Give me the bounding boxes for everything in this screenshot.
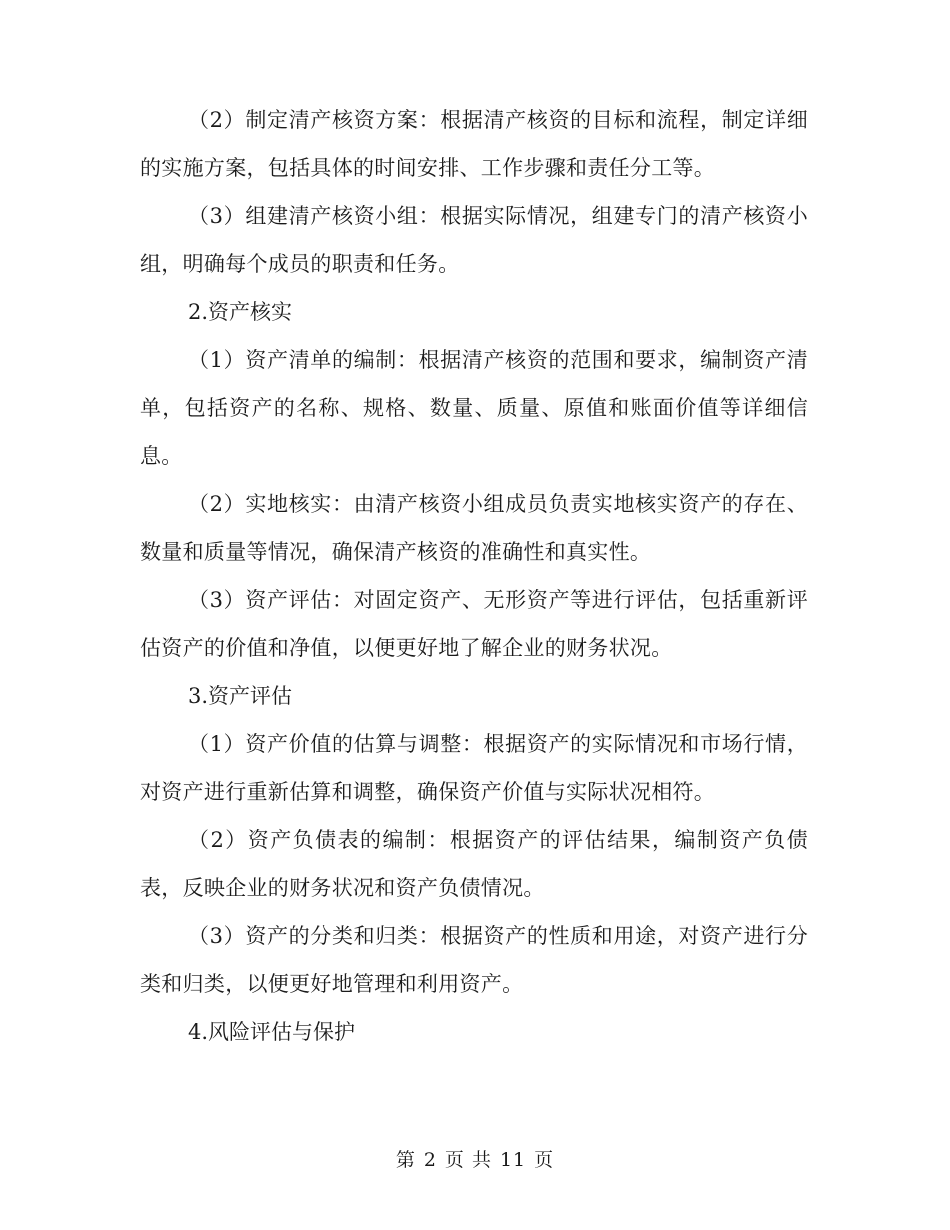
paragraph: （2）资产负债表的编制：根据资产的评估结果，编制资产负债表，反映企业的财务状况和资产负债情况。 — [140, 828, 808, 900]
paragraph: （2）制定清产核资方案：根据清产核资的目标和流程，制定详细的实施方案，包括具体的时间安排、工作步骤和责任分工等。 — [140, 108, 808, 180]
footer-middle: 页 共 — [444, 1149, 492, 1171]
paragraph: （3）资产评估：对固定资产、无形资产等进行评估，包括重新评估资产的价值和净值，以便更好地了解企业的财务状况。 — [140, 588, 808, 660]
footer-prefix: 第 — [395, 1149, 416, 1171]
section-heading: 2.资产核实 — [188, 300, 293, 324]
paragraph: （3）资产的分类和归类：根据资产的性质和用途，对资产进行分类和归类，以便更好地管理和利用资产。 — [140, 924, 808, 996]
section-heading: 4.风险评估与保护 — [188, 1020, 356, 1044]
document-body — [140, 96, 808, 1056]
paragraph: （1）资产价值的估算与调整：根据资产的实际情况和市场行情，对资产进行重新估算和调整，确保资产价值与实际状况相符。 — [140, 732, 808, 804]
paragraph: （3）组建清产核资小组：根据实际情况，组建专门的清产核资小组，明确每个成员的职责和任务。 — [140, 204, 808, 276]
paragraph: （2）实地核实：由清产核资小组成员负责实地核实资产的存在、数量和质量等情况，确保清产核资的准确性和真实性。 — [140, 492, 808, 564]
footer-suffix: 页 — [534, 1149, 555, 1171]
section-heading: 3.资产评估 — [188, 684, 293, 708]
paragraph: （1）资产清单的编制：根据清产核资的范围和要求，编制资产清单，包括资产的名称、规格、数量、质量、原值和账面价值等详细信息。 — [140, 348, 808, 468]
page-number: 2 — [423, 1149, 437, 1171]
page-footer — [0, 1145, 950, 1172]
total-pages: 11 — [499, 1149, 527, 1171]
